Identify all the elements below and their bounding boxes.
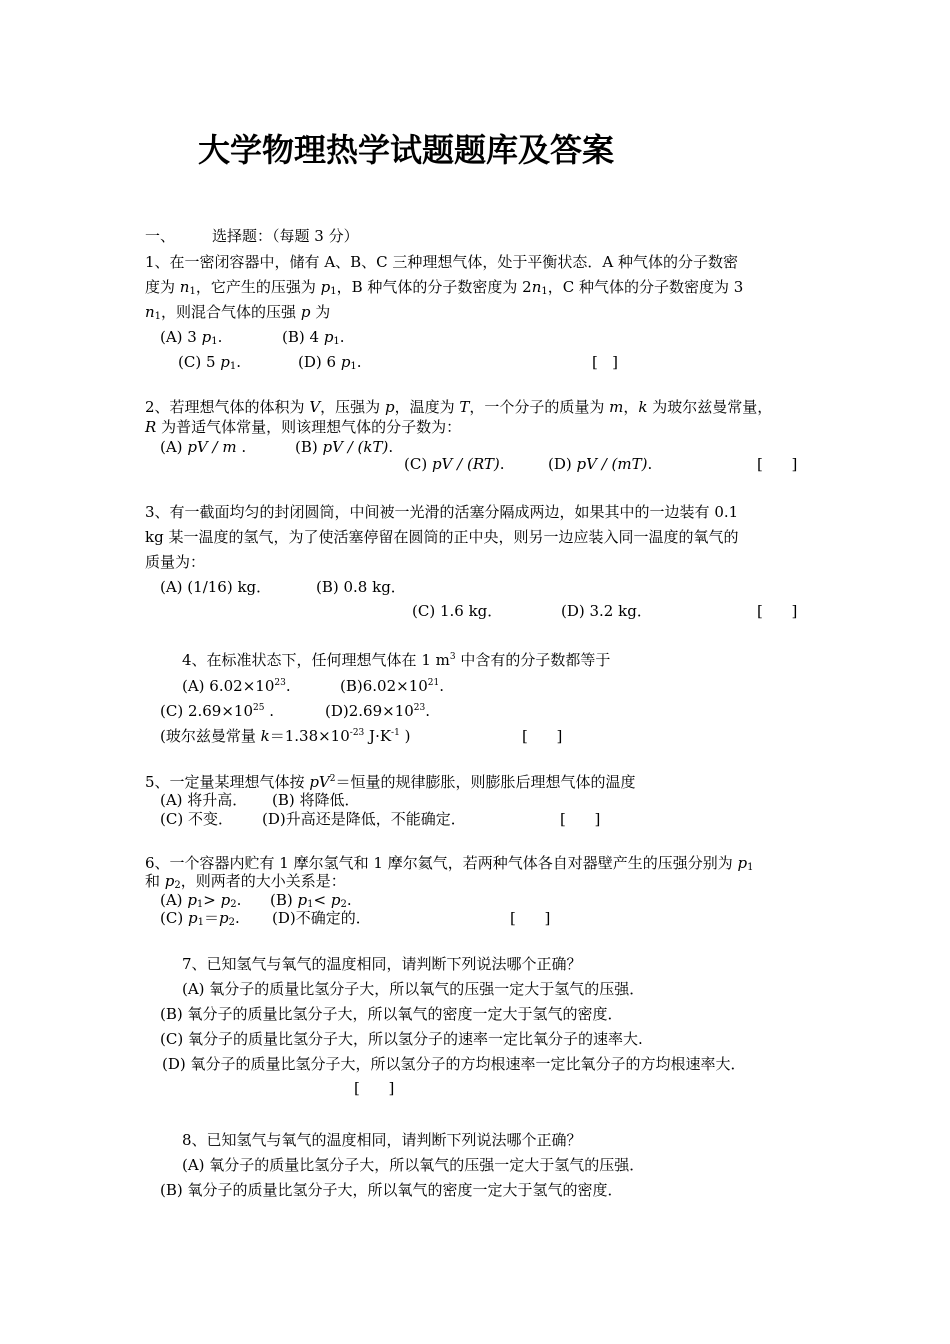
q7-option-c: (C) 氧分子的质量比氢分子大，所以氢分子的速率一定比氧分子的速率大. — [160, 1030, 643, 1048]
q3-option-d: (D) 3.2 kg． — [561, 602, 652, 620]
q2-option-c: (C) pV / (RT). — [404, 455, 505, 473]
q2-option-b: (B) pV / (kT). — [295, 438, 394, 456]
q1-line1: 1、在一密闭容器中，储有 A、B、C 三种理想气体，处于平衡状态．A 种气体的分子数密 — [145, 253, 739, 271]
q3-line3: 质量为： — [145, 553, 206, 571]
q7-stem: 7、已知氢气与氧气的温度相同，请判断下列说法哪个正确？ — [182, 955, 582, 973]
q2-option-a: (A) pV / m . — [160, 438, 247, 456]
q6-line2: 和 $p_2$，则两者的大小关系是： — [145, 872, 346, 891]
section-number: 一、 — [145, 227, 176, 245]
q5-option-a: (A) 将升高． — [160, 791, 248, 809]
q4-option-b: $(B)6.02\times 10^{21}$. — [340, 677, 445, 695]
q5-stem: 5、一定量某理想气体按 $pV^2=$恒量的规律膨胀，则膨胀后理想气体的温度 — [145, 773, 636, 791]
q3-option-a: (A) (1/16) kg． — [160, 578, 272, 596]
q1-option-b: (B) 4 $p_1$. — [282, 328, 345, 347]
q4-note: (玻尔兹曼常量 $k=1.38\times 10^{-23}$ $J\cdot K^{-1}$ ) — [160, 727, 411, 745]
page-title: 大学物理热学试题题库及答案 — [198, 131, 615, 169]
q1-option-c: (C) 5 $p_1$. — [178, 353, 242, 372]
section-label: 选择题：（每题 3 分） — [212, 227, 359, 245]
q4-stem: 4、在标准状态下，任何理想气体在 1 $m^3$ 中含有的分子数都等于 — [182, 651, 611, 669]
q6-option-c: (C) $p_1=p_2$. — [160, 909, 240, 928]
q4-option-d: $(D)2.69\times 10^{23}$. — [325, 702, 431, 720]
q3-line2: kg 某一温度的氢气，为了使活塞停留在圆筒的正中央，则另一边应装入同一温度的氧气的 — [145, 528, 739, 546]
q8-option-b: (B) 氧分子的质量比氢分子大，所以氧气的密度一定大于氢气的密度． — [160, 1181, 623, 1199]
q7-option-b: (B) 氧分子的质量比氢分子大，所以氧气的密度一定大于氢气的密度． — [160, 1005, 623, 1023]
q3-option-b: (B) 0.8 kg． — [316, 578, 406, 596]
q3-answer-bracket: [ ] — [757, 602, 798, 620]
q6-option-b: (B) $p_1< p_2$. — [270, 891, 352, 910]
q6-option-a: (A) $p_1> p_2$. — [160, 891, 242, 910]
q4-answer-bracket: [ ] — [522, 727, 563, 745]
q6-option-d: (D)不确定的． — [272, 909, 371, 927]
q5-answer-bracket: [ ] — [560, 810, 601, 828]
q7-option-a: (A) 氧分子的质量比氢分子大，所以氧气的压强一定大于氢气的压强． — [182, 980, 645, 998]
q1-answer-bracket: [ ] — [592, 353, 619, 371]
q5-option-b: (B) 将降低． — [272, 791, 360, 809]
q1-line3: $n_1$，则混合气体的压强 p 为 — [145, 303, 331, 322]
q5-option-d: (D)升高还是降低，不能确定． — [262, 810, 466, 828]
q7-option-d: (D) 氧分子的质量比氢分子大，所以氢分子的方均根速率一定比氧分子的方均根速率大． — [162, 1055, 746, 1073]
q6-line1: 6、一个容器内贮有 1 摩尔氢气和 1 摩尔氦气，若两种气体各自对器壁产生的压强分别为 $p_1$ — [145, 854, 754, 873]
q1-option-d: (D) 6 $p_1$. — [298, 353, 362, 372]
q6-answer-bracket: [ ] — [510, 909, 551, 927]
q2-option-d: (D) pV / (mT). — [548, 455, 653, 473]
q2-answer-bracket: [ ] — [757, 455, 798, 473]
q4-option-c: (C) $2.69\times 10^{25}$ . — [160, 702, 275, 720]
q2-line1: 2、若理想气体的体积为 V，压强为 p，温度为 T，一个分子的质量为 m，k 为玻尔兹曼常量， — [145, 398, 773, 416]
q8-stem: 8、已知氢气与氧气的温度相同，请判断下列说法哪个正确？ — [182, 1131, 582, 1149]
q3-option-c: (C) 1.6 kg． — [412, 602, 503, 620]
q4-option-a: (A) $6.02\times 10^{23}$. — [182, 677, 291, 695]
q1-option-a: (A) 3 $p_1$. — [160, 328, 223, 347]
q3-line1: 3、有一截面均匀的封闭圆筒，中间被一光滑的活塞分隔成两边，如果其中的一边装有 0.1 — [145, 503, 739, 521]
q7-answer-bracket: [ ] — [354, 1079, 395, 1097]
q5-option-c: (C) 不变． — [160, 810, 233, 828]
q8-option-a: (A) 氧分子的质量比氢分子大，所以氧气的压强一定大于氢气的压强． — [182, 1156, 645, 1174]
q2-line2: R 为普适气体常量，则该理想气体的分子数为： — [145, 418, 462, 436]
q1-line2: 度为 $n_1$，它产生的压强为 $p_1$，B 种气体的分子数密度为 $2n_1$，C 种气体的分子数密度为 3 — [145, 278, 744, 297]
